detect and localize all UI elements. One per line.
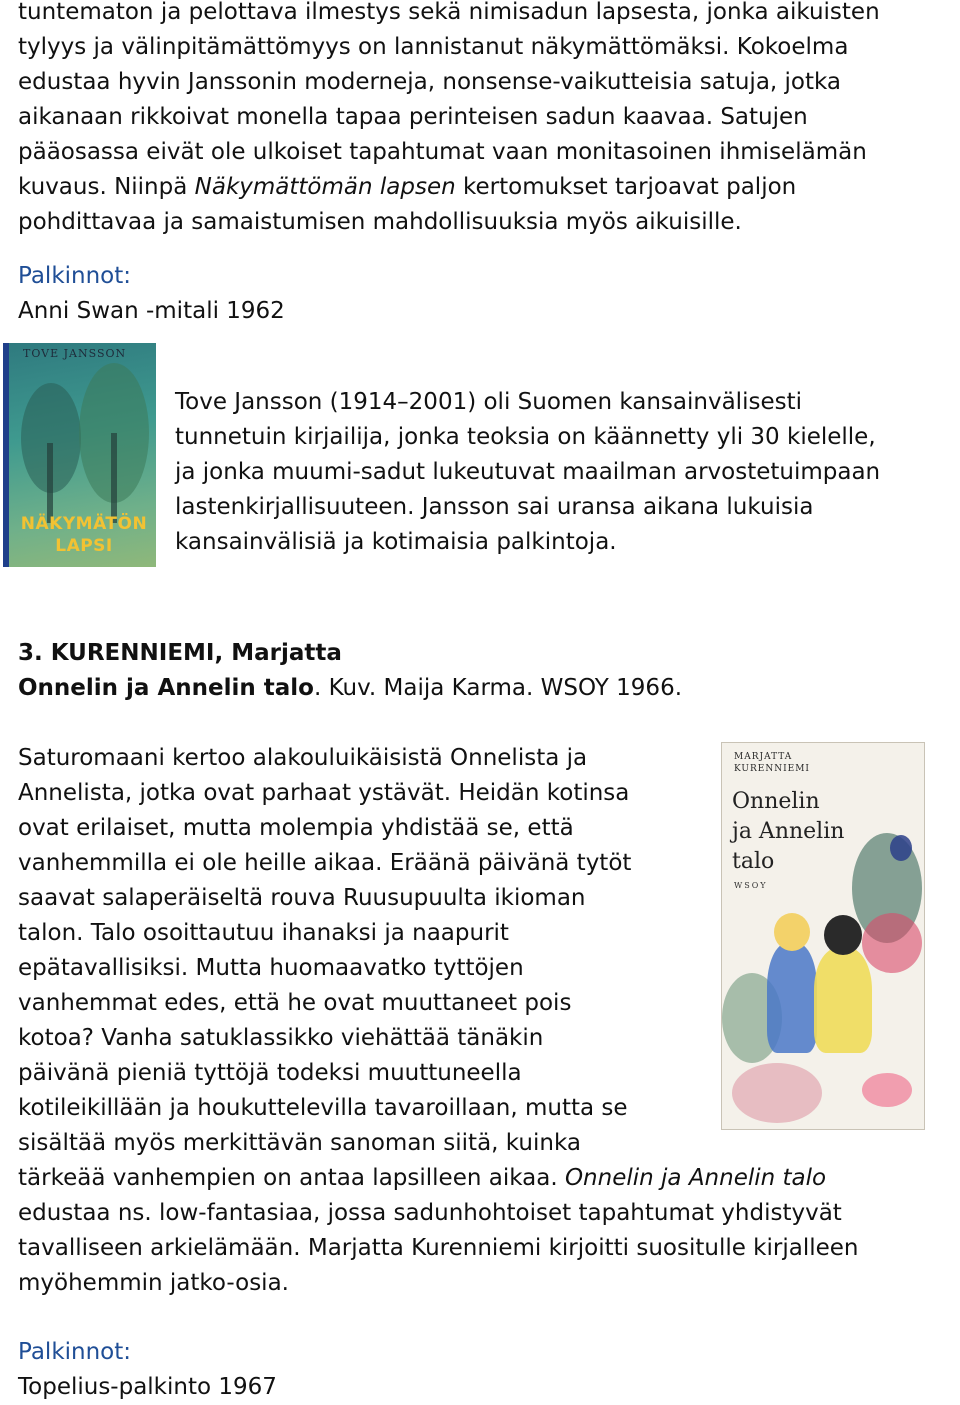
book-cover-nakymaton-lapsi [3,343,156,567]
paragraph-line: tylyys ja välinpitämättömyys on lannistanut näkymättömäksi. Kokoelma [18,34,849,60]
cover-girl-figure [767,943,817,1053]
cover-pig-shape [862,1073,912,1107]
book-title-italic: Näkymättömän lapsen [194,174,456,200]
cover-title-line: talo [732,849,775,874]
bio-line: kansainvälisiä ja kotimaisia palkintoja. [175,529,617,555]
cover-title [732,787,852,877]
cover-girl-head [774,913,810,951]
paragraph-line [18,170,796,205]
paragraph-line: pääosassa eivät ole ulkoiset tapahtumat vaan monitasoinen ihmiselämän [18,139,867,165]
description-line: vanhemmilla ei ole heille aikaa. Eräänä päivänä tytöt [18,850,632,876]
description-line: saavat salaperäiseltä rouva Ruusupuulta ikioman [18,885,586,911]
cover-author: TOVE JANSSON [23,347,127,360]
cover-trunk-shape [111,433,117,523]
bio-line: ja jonka muumi-sadut lukeutuvat maailman arvostetuimpaan [175,459,881,485]
book-cover-onnelin-ja-annelin-talo [721,742,925,1130]
description-line: vanhemmat edes, että he ovat muuttaneet pois [18,990,572,1016]
cover-flower-shape [732,1063,822,1123]
bio-line: Tove Jansson (1914–2001) oli Suomen kansainvälisesti [175,389,802,415]
entry-book-details: . Kuv. Maija Karma. WSOY 1966. [313,675,683,701]
awards-heading: Palkinnot: [18,263,132,289]
cover-author-line: KURENNIEMI [734,764,810,774]
cover-trunk-shape [47,443,53,523]
paragraph-text: kuvaus. Niinpä [18,174,195,200]
description-line: Saturomaani kertoo alakouluikäisistä Onnelista ja [18,745,588,771]
bio-line: lastenkirjallisuuteen. Jansson sai uransa aikana lukuisia [175,494,814,520]
cover-girl-figure [814,948,872,1053]
description-line: sisältää myös merkittävän sanoman siitä, kuinka [18,1130,581,1156]
cover-girl-head [824,915,862,955]
cover-title-line: NÄKYMÄTÖN [20,514,148,534]
cover-title-line: Onnelin [732,789,820,814]
description-line: talon. Talo osoittautuu ihanaksi ja naapurit [18,920,509,946]
description-line: myöhemmin jatko-osia. [18,1270,289,1296]
cover-bird-shape [890,835,912,861]
paragraph-line: edustaa hyvin Janssonin moderneja, nonsense-vaikutteisia satuja, jotka [18,69,842,95]
description-line: Annelista, jotka ovat parhaat ystävät. Heidän kotinsa [18,780,630,806]
description-line: edustaa ns. low-fantasiaa, jossa sadunhohtoiset tapahtumat yhdistyvät [18,1200,842,1226]
description-line: ovat erilaiset, mutta molempia yhdistää se, että [18,815,574,841]
entry-book-title: Onnelin ja Annelin talo [18,675,314,701]
description-line: kotileikillään ja houkuttelevilla tavaroillaan, mutta se [18,1095,628,1121]
description-line: päivänä pieniä tyttöjä todeksi muuttuneella [18,1060,522,1086]
cover-title [19,513,149,557]
description-line [18,1161,826,1196]
entry-heading: 3. KURENNIEMI, Marjatta [18,640,342,666]
cover-publisher: WSOY [734,881,768,890]
description-line: tavalliseen arkielämään. Marjatta Kurenniemi kirjoitti suositulle kirjalleen [18,1235,859,1261]
paragraph-line: aikanaan rikkoivat monella tapaa perinteisen sadun kaavaa. Satujen [18,104,808,130]
bio-line: tunnetuin kirjailija, jonka teoksia on käännetty yli 30 kielelle, [175,424,876,450]
paragraph-line: tuntematon ja pelottava ilmestys sekä nimisadun lapsesta, jonka aikuisten [18,0,880,25]
award-item: Anni Swan -mitali 1962 [18,298,285,324]
cover-title-line: ja Annelin [732,819,845,844]
cover-author-line: MARJATTA [734,752,793,762]
entry-citation [18,671,682,706]
description-line: kotoa? Vanha satuklassikko viehättää tänäkin [18,1025,544,1051]
description-line: epätavallisiksi. Mutta huomaavatko tyttöjen [18,955,524,981]
awards-heading: Palkinnot: [18,1339,132,1365]
cover-author [734,751,810,775]
paragraph-text: kertomukset tarjoavat paljon [455,174,797,200]
cover-flower-shape [862,913,922,973]
award-item: Topelius-palkinto 1967 [18,1374,277,1400]
paragraph-line: pohdittavaa ja samaistumisen mahdollisuuksia myös aikuisille. [18,209,742,235]
cover-title-line: LAPSI [55,536,113,556]
book-title-italic: Onnelin ja Annelin talo [564,1165,827,1191]
description-text: tärkeää vanhempien on antaa lapsilleen aikaa. [18,1165,565,1191]
